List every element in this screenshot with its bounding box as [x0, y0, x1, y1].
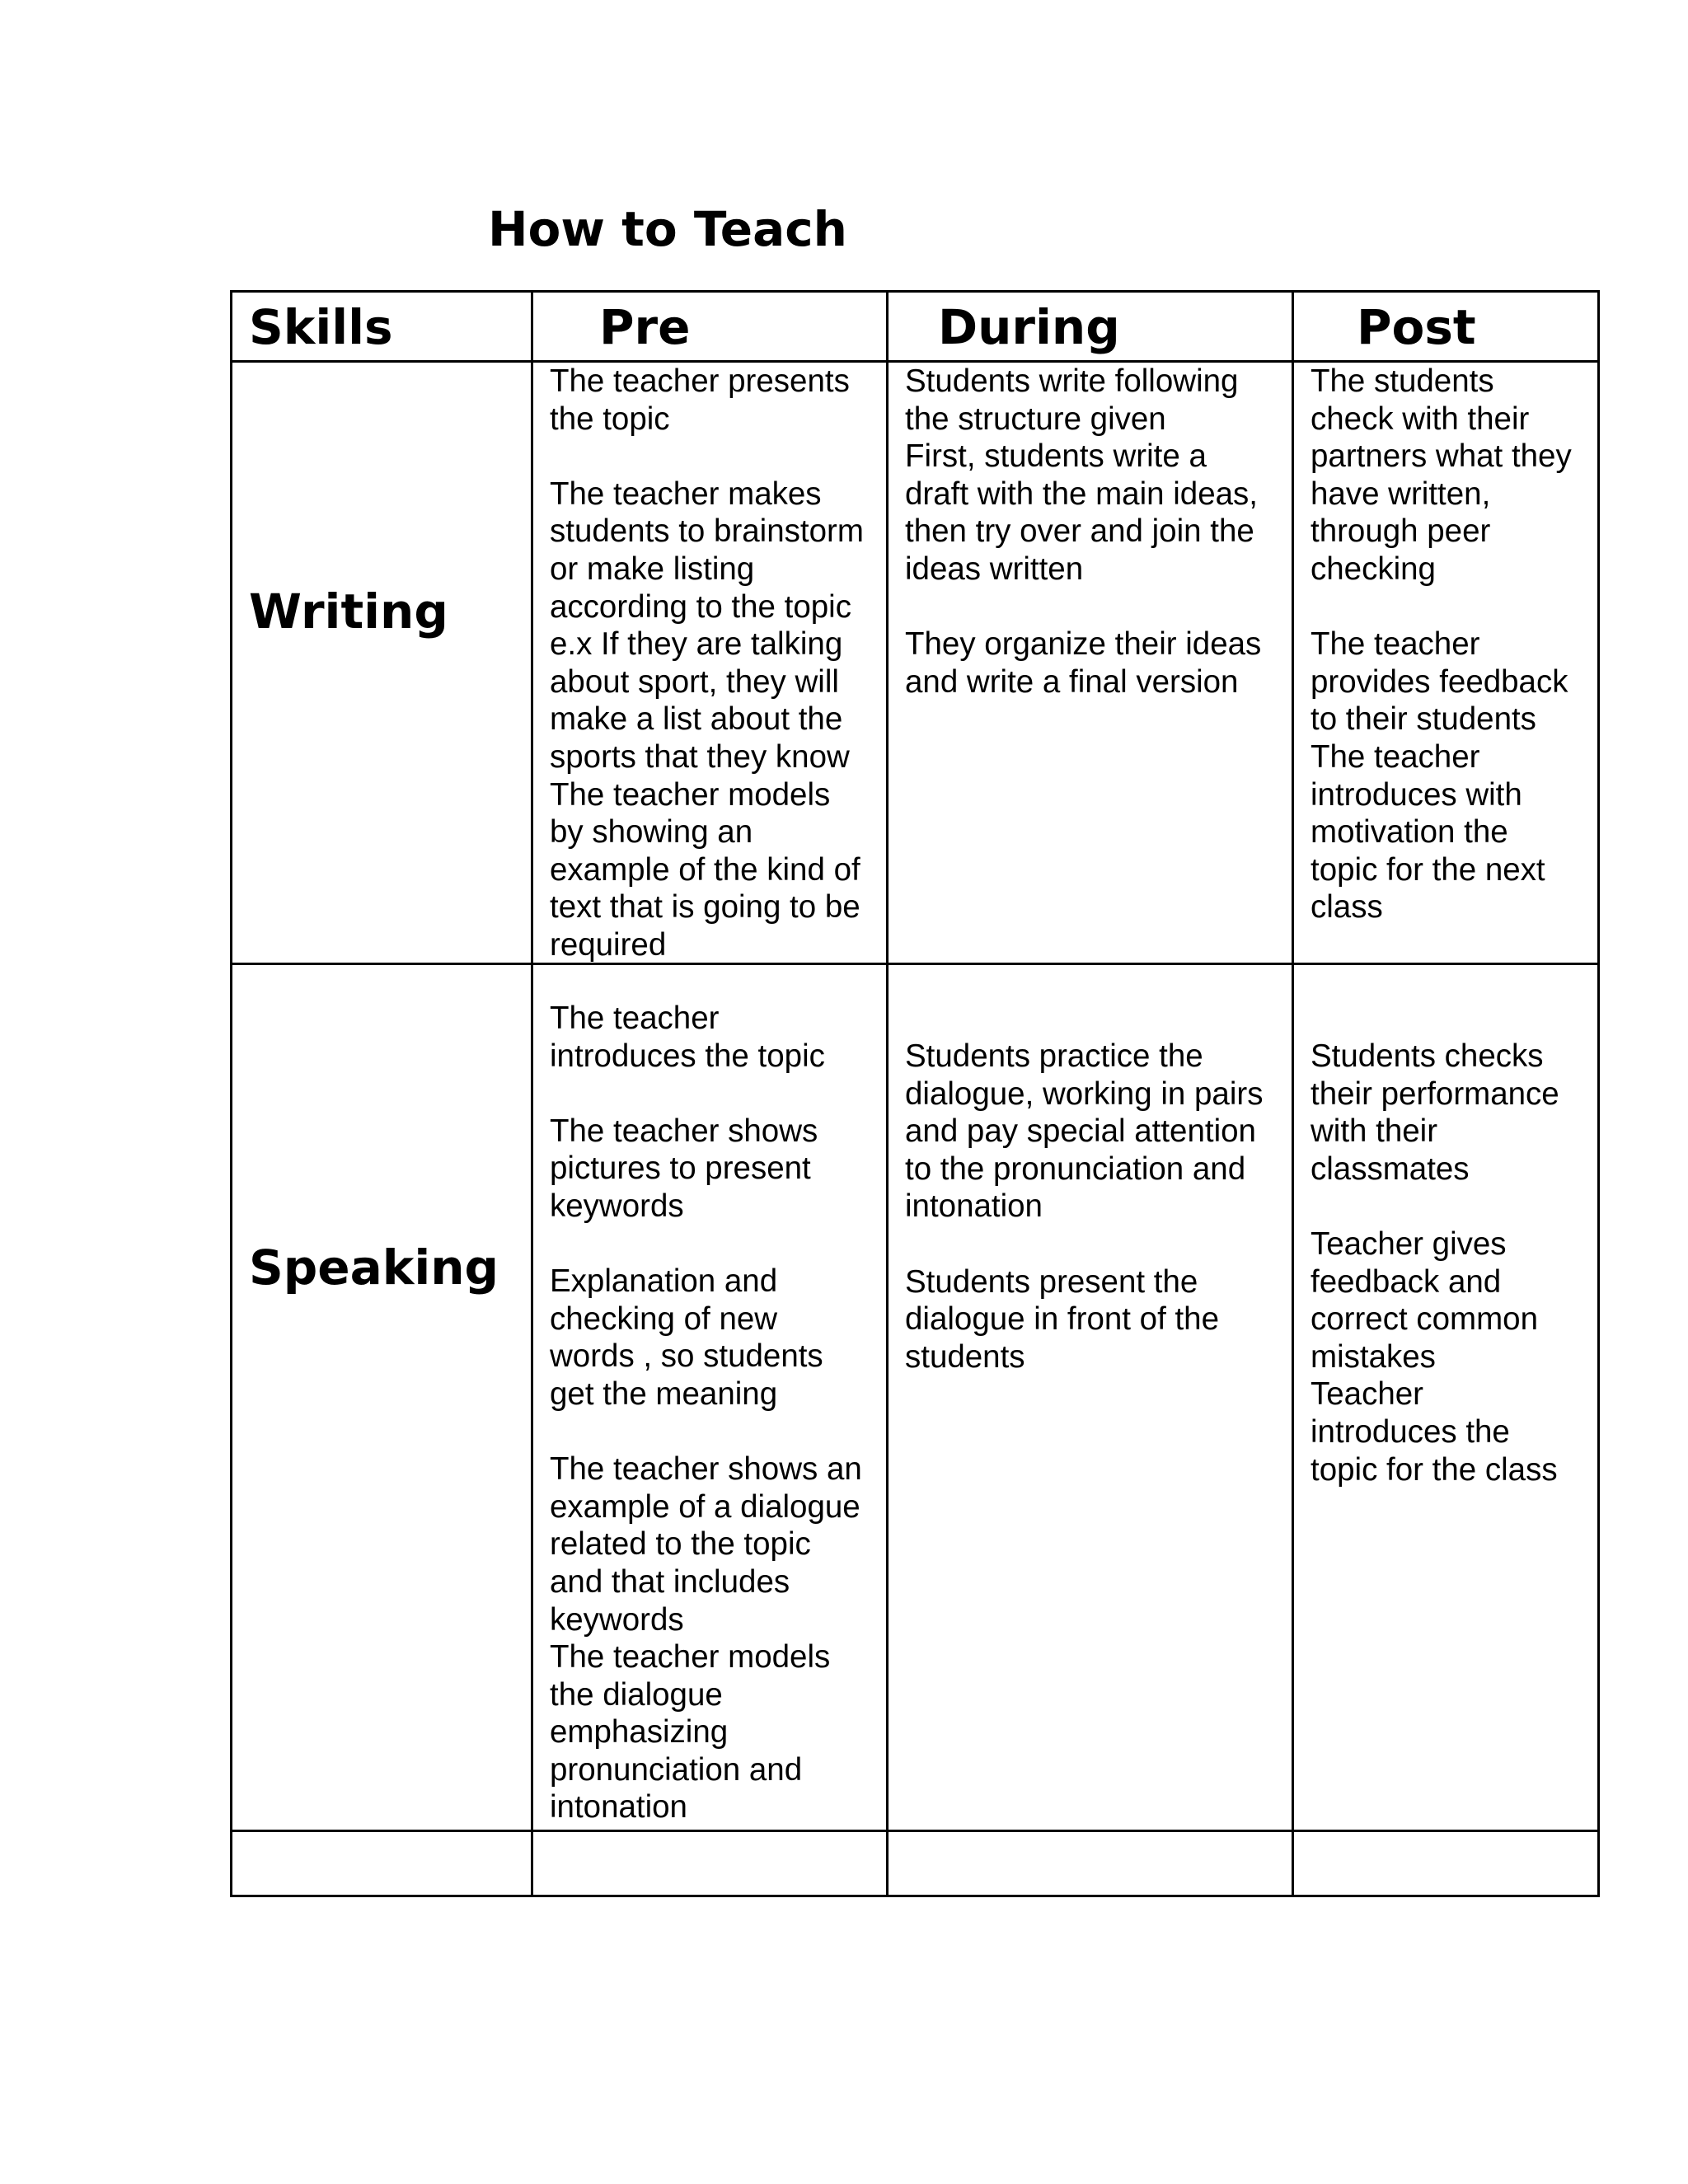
empty-cell	[533, 1832, 886, 1895]
header-cell-pre	[533, 293, 886, 360]
header-cell-during	[889, 293, 1292, 360]
pre-text-writing: The teacher presents the topic The teacher makes students to brainstorm or make listing according to the topic e.x If they are talking about sport, they will make a list about the sports that they know The teacher models by showing an example of the kind of text that is going to be required	[550, 363, 864, 963]
skill-label-speaking: Speaking	[249, 1240, 499, 1296]
column-header-during: During	[938, 299, 1120, 355]
header-cell-post	[1294, 293, 1600, 360]
during-cell-writing	[889, 363, 1292, 963]
empty-cell	[889, 1832, 1292, 1895]
teaching-table	[230, 290, 1600, 1897]
post-text-speaking: Students checks their performance with their classmates Teacher gives feedback and correct common mistakes Teacher introduces the topic for the class	[1311, 1038, 1559, 1488]
pre-cell-speaking	[533, 965, 886, 1830]
skill-cell-speaking	[232, 965, 531, 1830]
empty-cell	[232, 1832, 531, 1895]
document-title: How to Teach	[488, 201, 847, 257]
post-text-writing: The students check with their partners what they have written, through peer checking The teacher provides feedback to their students The teacher introduces with motivation the topic for the next class	[1311, 363, 1572, 926]
pre-cell-writing	[533, 363, 886, 963]
column-header-skills: Skills	[249, 299, 393, 355]
column-header-post: Post	[1357, 299, 1476, 355]
empty-cell	[1294, 1832, 1600, 1895]
skill-label-writing: Writing	[249, 583, 448, 640]
header-cell-skills	[232, 293, 531, 360]
post-cell-writing	[1294, 363, 1600, 963]
skill-cell-writing	[232, 363, 531, 963]
during-text-speaking: Students practice the dialogue, working in pairs and pay special attention to the pronunciation and intonation Students present the dialogue in front of the students	[905, 1038, 1264, 1375]
pre-text-speaking: The teacher introduces the topic The teacher shows pictures to present keywords Explanation and checking of new words , so students get the meaning The teacher shows an example of a dialogue related to the topic and that includes keywords The teacher models the dialogue emphasizing pronunciation and intonation	[550, 1001, 862, 1825]
post-cell-speaking	[1294, 965, 1600, 1830]
during-cell-speaking	[889, 965, 1292, 1830]
during-text-writing: Students write following the structure given First, students write a draft with the main ideas, then try over and join the ideas written They organize their ideas and write a final version	[905, 363, 1262, 700]
column-header-pre: Pre	[599, 299, 691, 355]
